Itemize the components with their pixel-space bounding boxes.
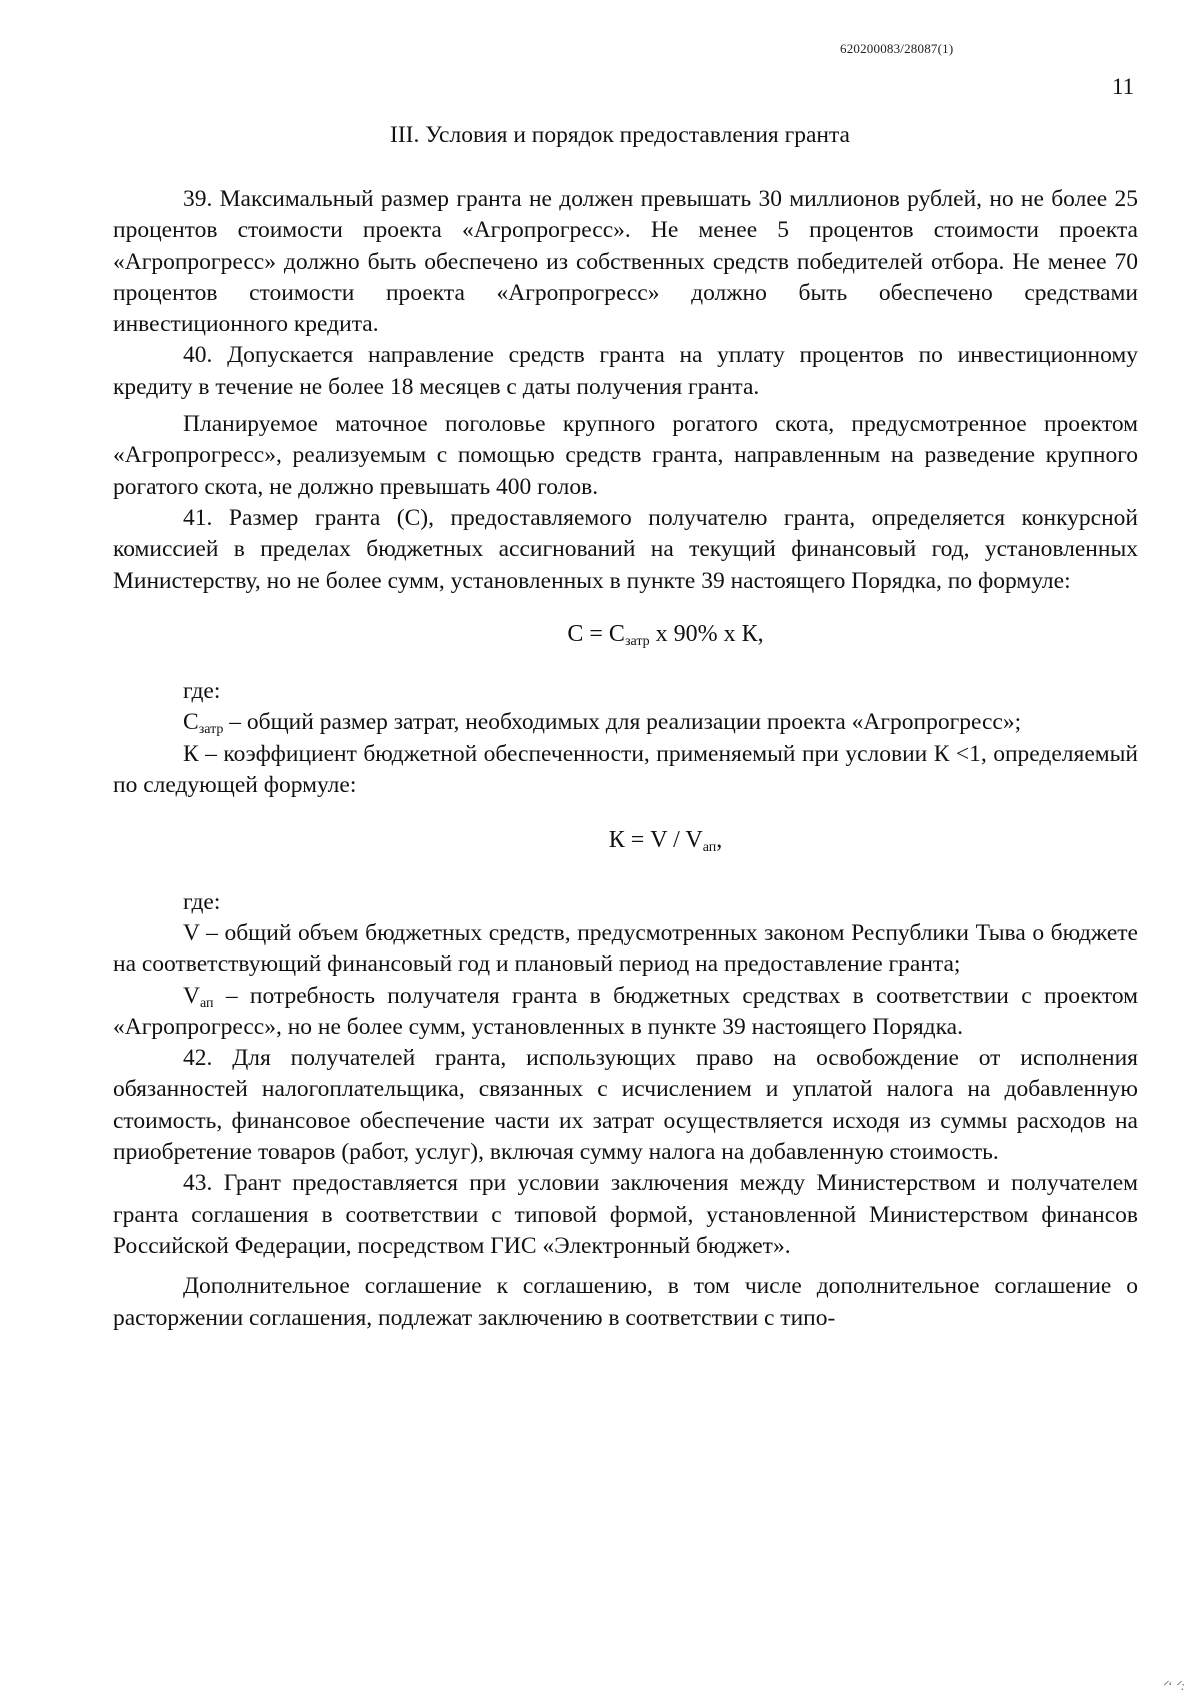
- where-label-1: где:: [183, 678, 221, 705]
- definition-vap-symbol: V: [183, 982, 200, 1009]
- paragraph-39: 39. Максимальный размер гранта не должен превышать 30 миллионов рублей, но не более 25 процентов стоимости проекта «Агропрогресс». Не менее 5 процентов стоимости проекта «Агропрогресс» должно быть обеспечено из собственных средств победителей отбора. Не менее 70 процентов стоимости проекта «Агропрогресс» должно быть обеспечено средствами инвестиционного кредита.: [113, 186, 1138, 338]
- definition-c-text: – общий размер затрат, необходимых для реализации проекта «Агропрогресс»;: [223, 709, 1022, 736]
- section-title: III. Условия и порядок предоставления гранта: [390, 122, 850, 148]
- formula-grant-subscript: затр: [624, 633, 650, 649]
- paragraph-41: 41. Размер гранта (С), предоставляемого получателю гранта, определяется конкурсной комиссией в пределах бюджетных ассигнований на текущий финансовый год, установленных Министерству, но не более сумм, установленных в пункте 39 настоящего Порядка, по формуле:: [113, 504, 1138, 594]
- paragraph-40: 40. Допускается направление средств гранта на уплату процентов по инвестиционному кредиту в течение не более 18 месяцев с даты получения гранта.: [113, 342, 1138, 400]
- definition-vap-subscript: ап: [199, 995, 214, 1011]
- document-body: [113, 184, 1138, 1334]
- paragraph-40-livestock: Планируемое маточное поголовье крупного рогатого скота, предусмотренное проектом «Агропрогресс», реализуемым с помощью средств гранта, направленным на разведение крупного рогатого скота, не должно превышать 400 голов.: [113, 411, 1138, 500]
- definition-c-symbol: С: [183, 709, 199, 736]
- definition-v: V – общий объем бюджетных средств, предусмотренных законом Республики Тыва о бюджете на соответствующий финансовый год и плановый период на предоставление гранта;: [113, 919, 1138, 978]
- where-label-2: где:: [183, 888, 221, 915]
- paragraph-43-additional: Дополнительное соглашение к соглашению, в том числе дополнительное соглашение о расторжении соглашения, подлежат заключению в соответствии с типо-: [113, 1273, 1138, 1331]
- formula-coefficient: [113, 825, 1138, 856]
- formula-coefficient-lhs: К = V / V: [608, 827, 703, 854]
- formula-grant-size: [113, 619, 1138, 650]
- page-number: 11: [1112, 74, 1135, 99]
- formula-coefficient-rhs: ,: [716, 827, 723, 854]
- document-id: 620200083/28087(1): [840, 41, 954, 56]
- paragraph-43: 43. Грант предоставляется при условии заключения между Министерством и получателем гранта соглашения в соответствии с типовой формой, установленной Министерством финансов Российской Федерации, посредством ГИС «Электронный бюджет».: [113, 1170, 1138, 1259]
- scan-mark: ᐟ‘ ᐟ:: [1162, 1678, 1185, 1693]
- formula-grant-rhs: х 90% х К,: [649, 620, 764, 647]
- paragraph-42: 42. Для получателей гранта, использующих право на освобождение от исполнения обязанностей налогоплательщика, связанных с исчислением и уплатой налога на добавленную стоимость, финансовое обеспечение части их затрат осуществляется исходя из суммы расходов на приобретение товаров (работ, услуг), включая сумму налога на добавленную стоимость.: [113, 1045, 1138, 1166]
- formula-grant-lhs: С = С: [567, 620, 625, 647]
- definition-vap-text: – потребность получателя гранта в бюджетных средствах в соответствии с проектом «Агропрогресс», но не более сумм, установленных в пункте 39 настоящего Порядка.: [113, 982, 1138, 1040]
- definition-k: К – коэффициент бюджетной обеспеченности, применяемый при условии К <1, определяемый по следующей формуле:: [113, 740, 1138, 799]
- definition-c-subscript: затр: [198, 722, 224, 738]
- definition-c-zatr: [113, 707, 1138, 738]
- formula-coefficient-subscript: ап: [702, 840, 717, 856]
- definition-v-ap: [113, 981, 1138, 1044]
